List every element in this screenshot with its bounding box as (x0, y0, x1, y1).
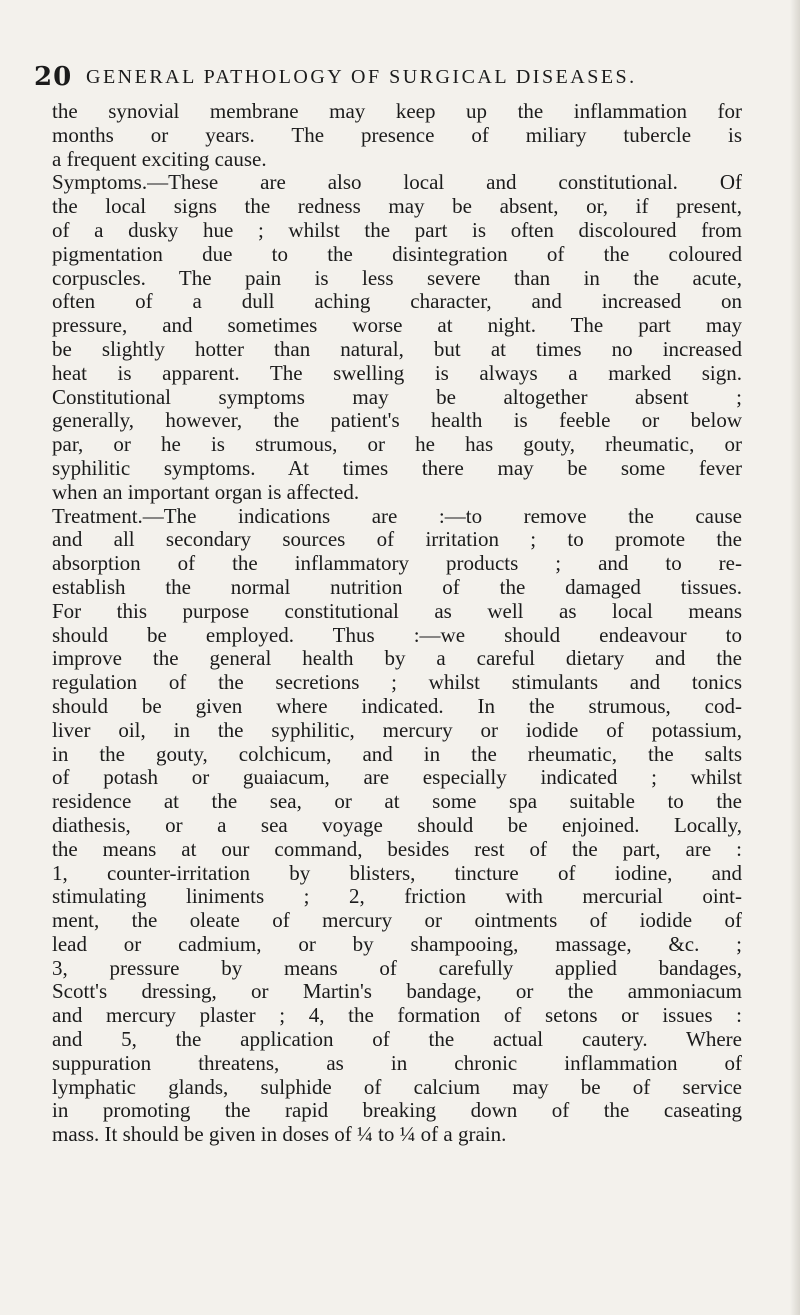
text-line: mass. It should be given in doses of ¼ to ¼ of a grain. (52, 1123, 507, 1147)
text-line: lymphatic glands, sulphide of calcium may be of service (52, 1075, 742, 1099)
text-line: pigmentation due to the disintegration of the coloured (52, 242, 742, 266)
page-number: 20 (34, 62, 73, 92)
text-line: stimulating liniments ; 2, friction with mercurial oint- (52, 885, 742, 909)
text-line: liver oil, in the syphilitic, mercury or iodide of potassium, (52, 718, 742, 742)
text-line: generally, however, the patient's health is feeble or below (52, 409, 742, 433)
text-line: residence at the sea, or at some spa suitable to the (52, 790, 742, 814)
text-line: syphilitic symptoms. At times there may be some fever (52, 456, 742, 480)
text-line: corpuscles. The pain is less severe than in the acute, (52, 266, 742, 290)
text-line: in promoting the rapid breaking down of the caseating (52, 1099, 742, 1123)
running-title: GENERAL PATHOLOGY OF SURGICAL DISEASES. (86, 66, 637, 88)
text-line: heat is apparent. The swelling is always a marked sign. (52, 361, 742, 385)
text-line: suppuration threatens, as in chronic inflammation of (52, 1051, 742, 1075)
body-text (52, 100, 742, 1147)
text-line: diathesis, or a sea voyage should be enjoined. Locally, (52, 813, 742, 837)
text-line: regulation of the secretions ; whilst stimulants and tonics (52, 671, 742, 695)
text-line: a frequent exciting cause. (52, 147, 267, 171)
text-line: the local signs the redness may be absent, or, if present, (52, 195, 742, 219)
text-line: often of a dull aching character, and increased on (52, 290, 742, 314)
text-line: establish the normal nutrition of the damaged tissues. (52, 575, 742, 599)
text-line: Scott's dressing, or Martin's bandage, or the ammoniacum (52, 980, 742, 1004)
text-line: and mercury plaster ; 4, the formation of setons or issues : (52, 1004, 742, 1028)
text-line: of potash or guaiacum, are especially indicated ; whilst (52, 766, 742, 790)
text-line: should be employed. Thus :—we should endeavour to (52, 623, 742, 647)
text-line: when an important organ is affected. (52, 480, 360, 504)
text-line: ment, the oleate of mercury or ointments of iodide of (52, 909, 742, 933)
text-line: months or years. The presence of miliary tubercle is (52, 123, 742, 147)
page-header (34, 54, 754, 94)
text-line: should be given where indicated. In the strumous, cod- (52, 694, 742, 718)
page-edge-shadow (790, 0, 800, 1315)
text-line: of a dusky hue ; whilst the part is often discoloured from (52, 218, 742, 242)
text-line: Constitutional symptoms may be altogether absent ; (52, 385, 742, 409)
text-line: For this purpose constitutional as well as local means (52, 599, 742, 623)
text-line: par, or he is strumous, or he has gouty, rheumatic, or (52, 433, 742, 457)
text-line: improve the general health by a careful dietary and the (52, 647, 742, 671)
text-line: lead or cadmium, or by shampooing, massage, &c. ; (52, 932, 742, 956)
text-line: and all secondary sources of irritation ; to promote the (52, 528, 742, 552)
text-line: 3, pressure by means of carefully applied bandages, (52, 956, 742, 980)
text-line: be slightly hotter than natural, but at times no increased (52, 337, 742, 361)
text-line: the synovial membrane may keep up the inflammation for (52, 100, 742, 123)
text-line: Treatment.—The indications are :—to remove the cause (52, 504, 742, 528)
text-line: the means at our command, besides rest of the part, are : (52, 837, 742, 861)
text-line: pressure, and sometimes worse at night. The part may (52, 314, 742, 338)
text-line: absorption of the inflammatory products ; and to re- (52, 552, 742, 576)
text-line: Symptoms.—These are also local and constitutional. Of (52, 171, 742, 195)
text-line: 1, counter-irritation by blisters, tincture of iodine, and (52, 861, 742, 885)
text-line: and 5, the application of the actual cautery. Where (52, 1028, 742, 1052)
text-line: in the gouty, colchicum, and in the rheumatic, the salts (52, 742, 742, 766)
